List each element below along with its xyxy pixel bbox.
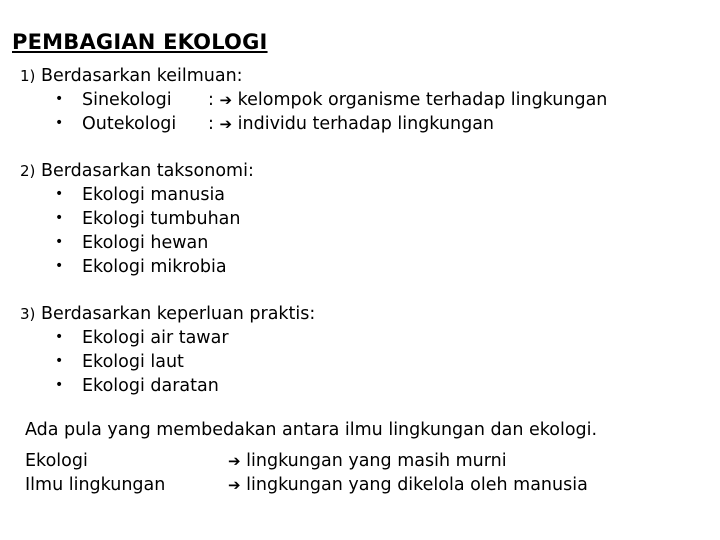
bullet-icon: • bbox=[55, 210, 64, 226]
bullet-icon: • bbox=[55, 377, 64, 393]
comparison-description: lingkungan yang masih murni bbox=[246, 451, 507, 471]
bullet-icon: • bbox=[55, 258, 64, 274]
section-number: 3) bbox=[20, 305, 36, 323]
list-item: Ekologi daratan bbox=[82, 376, 219, 396]
item-description: kelompok organisme terhadap lingkungan bbox=[237, 90, 608, 110]
item-term: Outekologi bbox=[82, 114, 177, 134]
bullet-icon: • bbox=[55, 115, 64, 131]
list-item bbox=[82, 112, 494, 136]
list-item: Ekologi air tawar bbox=[82, 328, 229, 348]
arrow-right-icon: ➔ bbox=[219, 91, 233, 109]
section-1-heading bbox=[20, 64, 243, 88]
arrow-right-icon: ➔ bbox=[228, 452, 241, 470]
bullet-icon: • bbox=[55, 329, 64, 345]
item-separator: : bbox=[208, 114, 214, 134]
list-item: Ekologi manusia bbox=[82, 185, 226, 205]
comparison-description: lingkungan yang dikelola oleh manusia bbox=[246, 475, 588, 495]
section-number: 1) bbox=[20, 67, 36, 85]
section-3-heading bbox=[20, 302, 315, 326]
section-heading-text: Berdasarkan taksonomi: bbox=[40, 161, 254, 181]
comparison-label: Ilmu lingkungan bbox=[25, 475, 166, 495]
arrow-right-icon: ➔ bbox=[219, 115, 233, 133]
section-number: 2) bbox=[20, 162, 36, 180]
bullet-icon: • bbox=[55, 186, 64, 202]
arrow-right-icon: ➔ bbox=[228, 476, 241, 494]
list-item: Ekologi laut bbox=[82, 352, 184, 372]
bullet-icon: • bbox=[55, 234, 64, 250]
comparison-row bbox=[25, 473, 588, 497]
list-item bbox=[82, 88, 607, 112]
bullet-icon: • bbox=[55, 353, 64, 369]
item-separator: : bbox=[208, 90, 214, 110]
page-title: PEMBAGIAN EKOLOGI bbox=[12, 30, 268, 54]
item-term: Sinekologi bbox=[82, 90, 172, 110]
comparison-label: Ekologi bbox=[25, 451, 88, 471]
section-heading-text: Berdasarkan keilmuan: bbox=[40, 66, 243, 86]
list-item: Ekologi mikrobia bbox=[82, 257, 227, 277]
list-item: Ekologi tumbuhan bbox=[82, 209, 241, 229]
bullet-icon: • bbox=[55, 91, 64, 107]
comparison-row bbox=[25, 449, 507, 473]
item-description: individu terhadap lingkungan bbox=[237, 114, 495, 134]
section-heading-text: Berdasarkan keperluan praktis: bbox=[40, 304, 316, 324]
list-item: Ekologi hewan bbox=[82, 233, 209, 253]
section-2-heading bbox=[20, 159, 254, 183]
note-text: Ada pula yang membedakan antara ilmu lingkungan dan ekologi. bbox=[25, 420, 598, 440]
